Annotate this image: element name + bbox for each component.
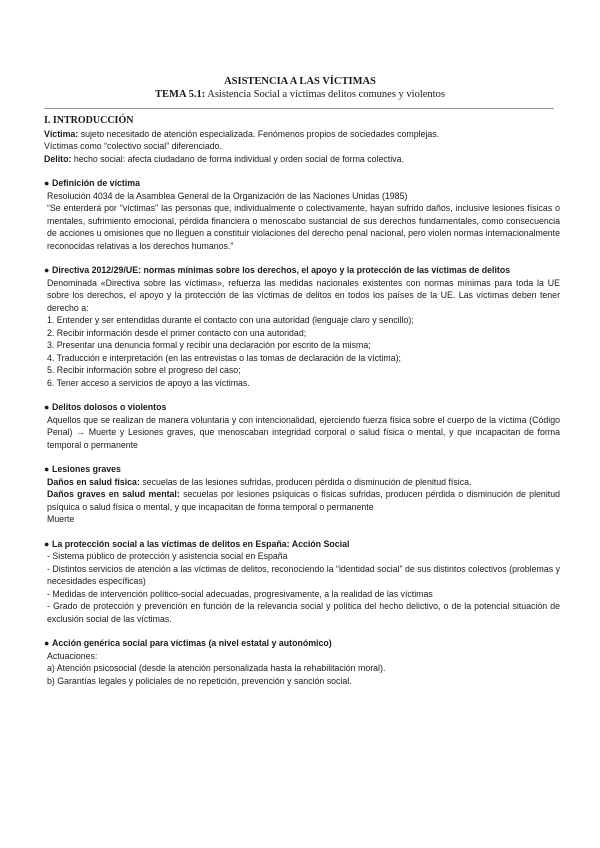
header-divider [44, 108, 554, 109]
subtitle-label: TEMA 5.1: [155, 89, 206, 100]
heading-proteccion-social: ● La protección social a las víctimas de delitos en España: Acción Social [44, 538, 350, 549]
lesiones-fisica: Daños en salud física: secuelas de las lesiones sufridas, producen pérdida o disminución de plenitud física. [47, 476, 472, 487]
delito-definition: Delito: hecho social: afecta ciudadano de forma individual y orden social de forma colectiva. [44, 153, 404, 164]
proteccion-item: - Grado de protección y prevención en función de la relevancia social y política del hecho delictivo, o de la potencial situación de exclusión social de las víctimas. [47, 601, 560, 624]
lesiones-muerte: Muerte [47, 514, 75, 524]
victima-line2: Víctimas como “colectivo social” diferenciado. [44, 141, 222, 151]
directiva-item: 6. Tener acceso a servicios de apoyo a las víctimas. [47, 377, 250, 388]
bullet-icon: ● [44, 464, 50, 474]
bullet-icon: ● [44, 538, 50, 549]
dolosos-text: Aquellos que se realizan de manera voluntaria y con intencionalidad, ejerciendo fuerza física sobre el cuerpo de la víctima (Código Penal) → Muerte y Lesiones graves, que menoscaban integridad corporal o salud física o mental, y que incapacitan de forma temporal o permanente [47, 414, 560, 450]
directiva-item: 1. Entender y ser entendidas durante el contacto con una autoridad (lenguaje claro y sencillo); [47, 315, 414, 325]
heading-lesiones-graves: ● Lesiones graves [44, 464, 121, 474]
bullet-icon: ● [44, 265, 50, 275]
document-subtitle [0, 89, 600, 100]
resolucion-line: Resolución 4034 de la Asamblea General de la Organización de las Naciones Unidas (1985) [47, 190, 408, 201]
proteccion-item: - Medidas de intervención político-social adecuadas, progresivamente, a la realidad de las víctimas [47, 588, 433, 599]
proteccion-item: - Distintos servicios de atención a las víctimas de delitos, reconociendo la “identidad social” de sus distintos colectivos (problemas y necesidades específicas) [47, 563, 560, 586]
victima-definition: Víctima: sujeto necesitado de atención especializada. Fenómenos propios de sociedades complejas. [44, 128, 440, 139]
accion-item: b) Garantías legales y policiales de no repetición, prevención y sanción social. [47, 675, 352, 686]
actuaciones-label: Actuaciones: [47, 650, 98, 661]
document-body [44, 115, 560, 687]
accion-item: a) Atención psicosocial (desde la atención personalizada hasta la rehabilitación moral). [47, 663, 386, 673]
directiva-item: 3. Presentar una denuncia formal y recibir una declaración por escrito de la misma; [47, 340, 371, 350]
directiva-item: 4. Traducción e interpretación (en las entrevistas o las tomas de declaración de la víctima); [47, 352, 402, 363]
definicion-quote: “Se enterderá por "víctimas" las personas que, individualmente o colectivamente, hayan sufrido daños, inclusive lesiones físicas o mentales, sufrimiento emocional, pérdida financiera o menoscabo sustancial de sus derechos fundamentales, como consecuencia de acciones u omisiones que no lleguen a constituir violaciones del derecho penal nacional, pero violen normas internacionalmente reconocidas relativas a los derechos humanos.” [47, 203, 560, 251]
heading-delitos-dolosos: ● Delitos dolosos o violentos [44, 402, 167, 412]
section-heading-introduccion: I. INTRODUCCIÓN [44, 115, 134, 126]
heading-definicion-victima: ● Definición de víctima [44, 178, 140, 188]
bullet-icon: ● [44, 402, 50, 412]
proteccion-item: - Sistema público de protección y asistencia social en España [47, 551, 288, 561]
subtitle-text: Asistencia Social a víctimas delitos comunes y violentos [207, 89, 445, 100]
bullet-icon: ● [44, 178, 50, 188]
directiva-item: 5. Recibir información sobre el progreso del caso; [47, 365, 241, 375]
lesiones-mental: Daños graves en salud mental: secuelas por lesiones psíquicas o físicas sufridas, producen pérdida o disminución de plenitud psíquica o salud física o mental, y que incapacitan de forma temporal o permanente [47, 489, 560, 512]
document-title: ASISTENCIA A LAS VÍCTIMAS [224, 76, 376, 87]
bullet-icon: ● [44, 638, 50, 648]
directiva-item: 2. Recibir información desde el primer contacto con una autoridad; [47, 327, 307, 338]
directiva-intro: Denominada «Directiva sobre las víctimas», refuerza las medidas nacionales existentes con normas mínimas para toda la UE sobre los derechos, el apoyo y la protección de las víctimas de delitos en todos los países de la UE. Las víctimas deben tener derecho a: [47, 277, 560, 313]
heading-directiva: ● Directiva 2012/29/UE: normas mínimas sobre los derechos, el apoyo y la protección de las víctimas de delitos [44, 265, 511, 275]
heading-accion-generica: ● Acción genérica social para víctimas (a nivel estatal y autonómico) [44, 638, 332, 648]
